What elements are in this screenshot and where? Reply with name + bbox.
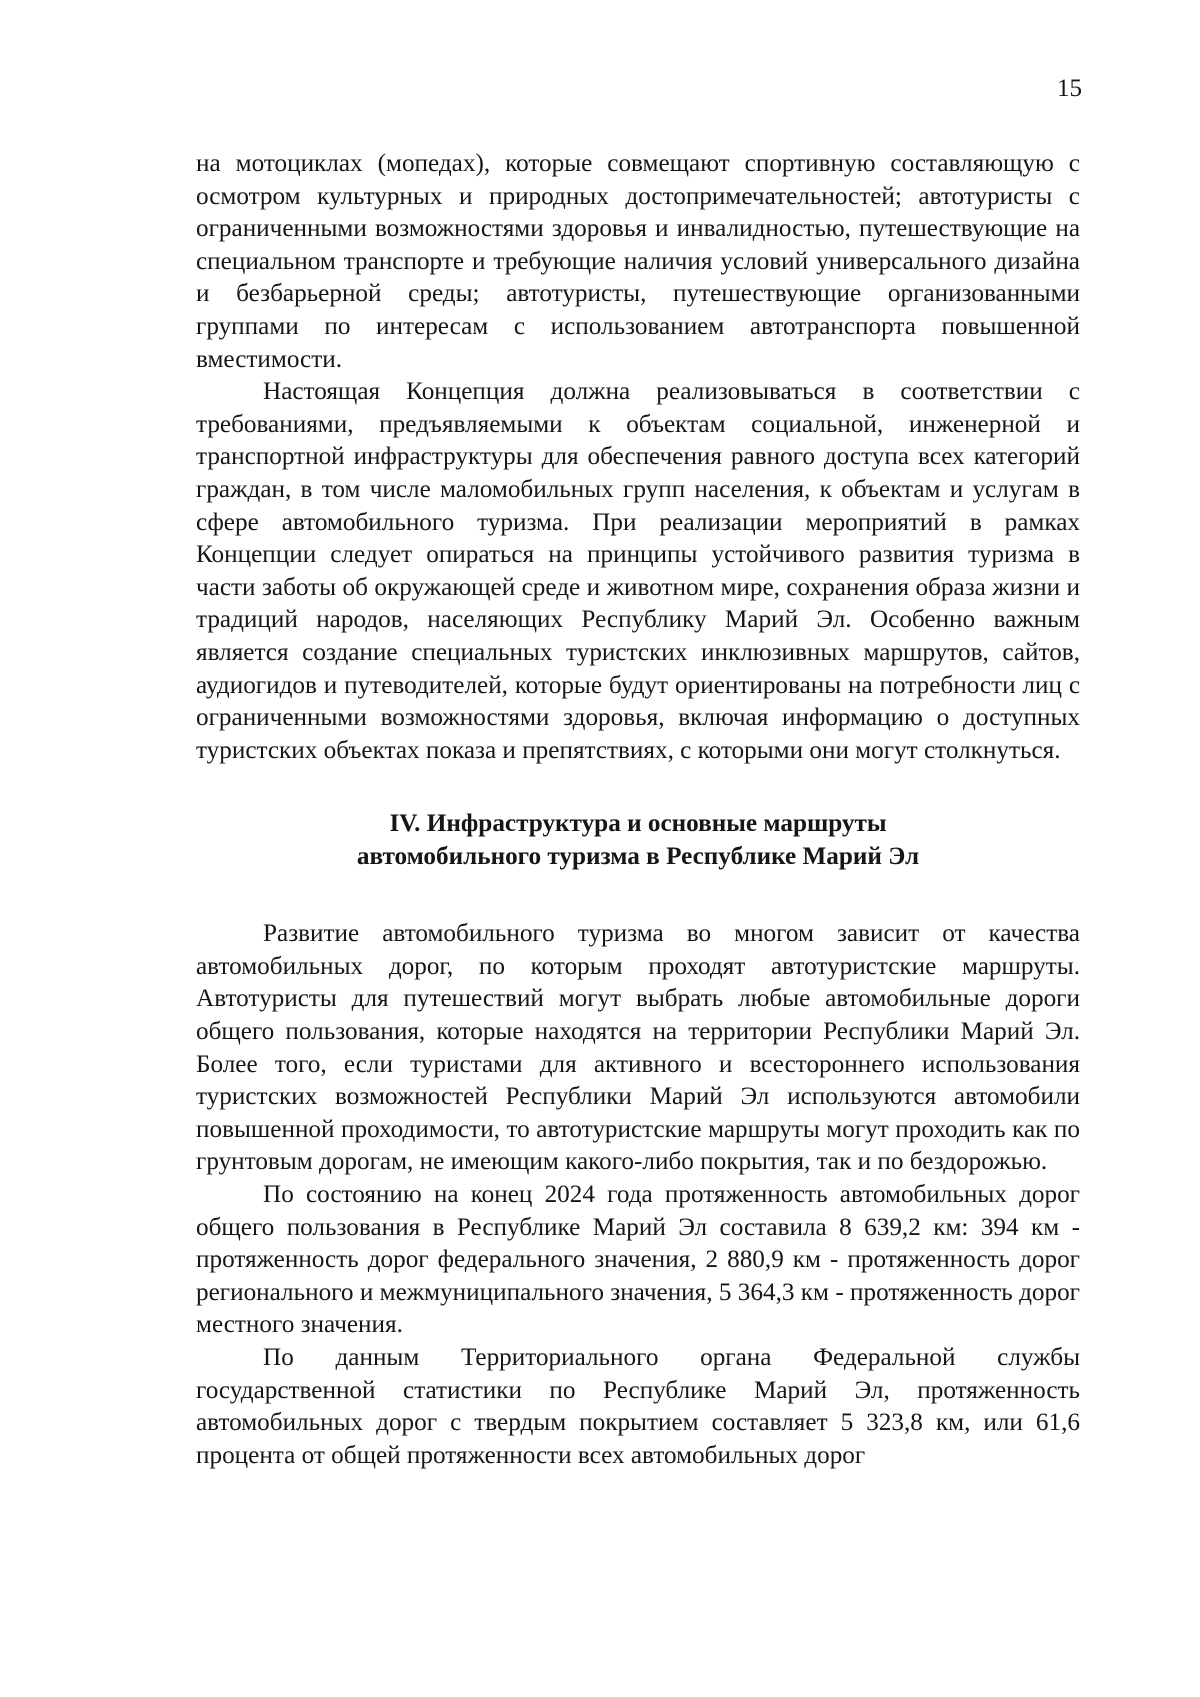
section-heading — [196, 807, 1080, 873]
paragraph-continuation: на мотоциклах (мопедах), которые совмещают спортивную составляющую с осмотром культурных и природных достопримечательностей; автотуристы с ограниченными возможностями здоровья и инвалидностью, путешествующие на специальном транспорте и требующие наличия условий универсального дизайна и безбарьерной среды; автотуристы, путешествующие организованными группами по интересам с использованием автотранспорта повышенной вместимости. — [196, 150, 1080, 373]
section-heading-line-1: IV. Инфраструктура и основные маршруты — [389, 810, 887, 838]
paragraph-road-quality: Развитие автомобильного туризма во многом зависит от качества автомобильных дорог, по которым проходят автотуристские маршруты. Автотуристы для путешествий могут выбрать любые автомобильные дороги общего пользования, которые находятся на территории Республики Марий Эл. Более того, если туристами для активного и всестороннего использования туристских возможностей Республики Марий Эл используются автомобили повышенной проходимости, то автотуристские маршруты могут проходить как по грунтовым дорогам, не имеющим какого-либо покрытия, так и по бездорожью. — [196, 920, 1080, 1176]
paragraph-statistics: По данным Территориального органа Федеральной службы государственной статистики по Республике Марий Эл, протяженность автомобильных дорог с твердым покрытием составляет 5 323,8 км, или 61,6 процента от общей протяженности всех автомобильных дорог — [196, 1344, 1080, 1469]
document-body — [196, 148, 1080, 1472]
section-heading-line-2: автомобильного туризма в Республике Марий Эл — [356, 843, 920, 871]
paragraph-road-length: По состоянию на конец 2024 года протяженность автомобильных дорог общего пользования в Республике Марий Эл составила 8 639,2 км: 394 км - протяженность дорог федерального значения, 2 880,9 км - протяженность дорог регионального и межмуниципального значения, 5 364,3 км - протяженность дорог местного значения. — [196, 1181, 1080, 1339]
page-number: 15 — [1057, 75, 1082, 102]
paragraph-concept-requirements: Настоящая Концепция должна реализовываться в соответствии с требованиями, предъявляемыми к объектам социальной, инженерной и транспортной инфраструктуры для обеспечения равного доступа всех категорий граждан, в том числе маломобильных групп населения, к объектам и услугам в сфере автомобильного туризма. При реализации мероприятий в рамках Концепции следует опираться на принципы устойчивого развития туризма в части заботы об окружающей среде и животном мире, сохранения образа жизни и традиций народов, населяющих Республику Марий Эл. Особенно важным является создание специальных туристских инклюзивных маршрутов, сайтов, аудиогидов и путеводителей, которые будут ориентированы на потребности лиц с ограниченными возможностями здоровья, включая информацию о доступных туристских объектах показа и препятствиях, с которыми они могут столкнуться. — [196, 378, 1080, 764]
